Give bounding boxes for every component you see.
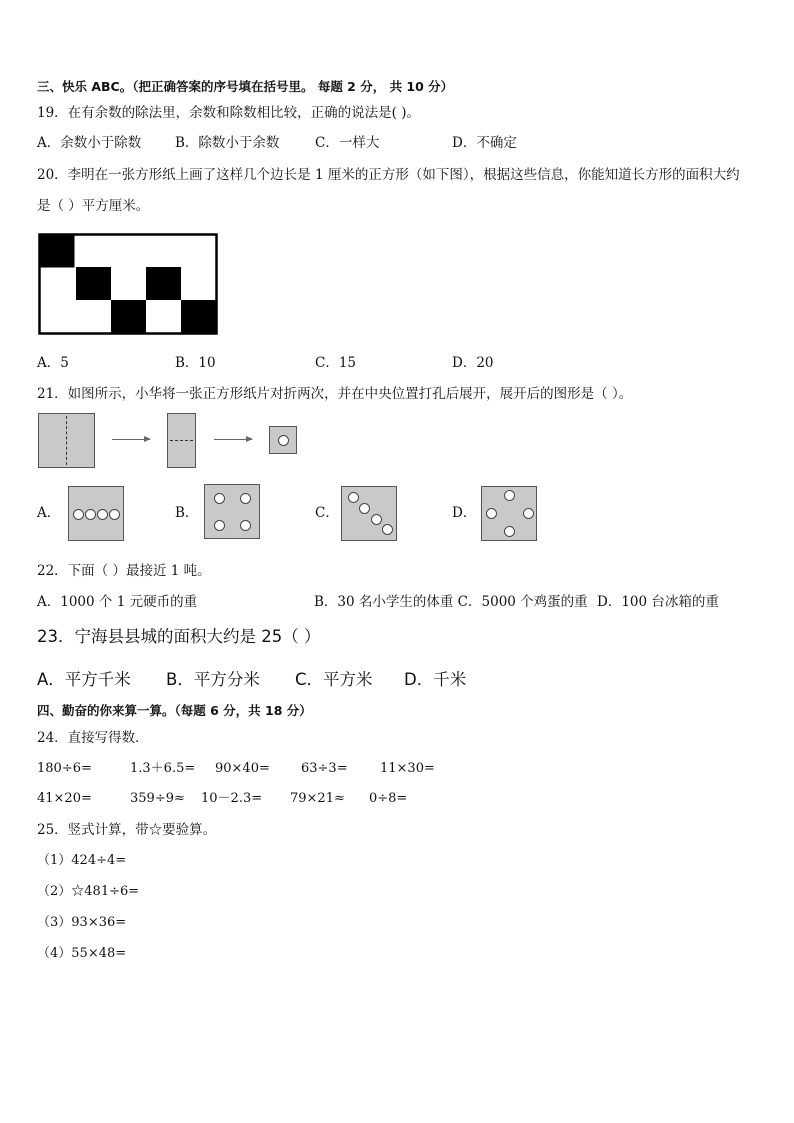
question-22-text: 22．下面（ ）最接近 1 吨。 <box>37 563 211 579</box>
paper-unfolded <box>38 413 95 468</box>
calc-item: 90×40= <box>215 761 270 776</box>
q19-option-b: B．除数小于余数 <box>175 135 280 151</box>
black-square <box>111 300 146 333</box>
q23-option-c: C．平方米 <box>295 670 373 689</box>
q21-option-a-label: A． <box>37 505 61 521</box>
vertical-calc-item: （3）93×36= <box>37 915 127 930</box>
paper-folded-once <box>167 413 196 468</box>
q21-option-b-figure <box>204 484 260 539</box>
hole <box>359 503 370 514</box>
hole <box>85 509 96 520</box>
q19-option-d: D．不确定 <box>452 135 517 151</box>
hole <box>371 514 382 525</box>
calc-item: 63÷3= <box>301 761 348 776</box>
hole <box>97 509 108 520</box>
calc-item: 11×30= <box>380 761 435 776</box>
vertical-calc-item: （2）☆481÷6= <box>37 884 140 899</box>
question-19-text: 19．在有余数的除法里，余数和除数相比较，正确的说法是( )。 <box>37 105 421 121</box>
hole <box>523 508 534 519</box>
hole <box>214 493 225 504</box>
hole <box>73 509 84 520</box>
punched-hole <box>278 435 289 446</box>
calc-item: 1.3＋6.5= <box>130 761 196 776</box>
hole <box>240 493 251 504</box>
calc-item: 10－2.3= <box>201 791 263 806</box>
q23-option-a: A．平方千米 <box>37 670 131 689</box>
question-24-text: 24．直接写得数． <box>37 730 149 746</box>
q21-option-c-label: C． <box>315 505 339 521</box>
q20-option-a: A．5 <box>37 355 69 371</box>
black-square <box>146 267 181 300</box>
black-square <box>76 267 111 300</box>
fold-line <box>66 416 67 465</box>
q20-option-c: C．15 <box>315 355 357 371</box>
rectangle-squares-figure <box>38 233 218 335</box>
q22-option-d: D．100 台冰箱的重 <box>597 594 719 610</box>
calc-item: 0÷8= <box>369 791 408 806</box>
hole <box>382 524 393 535</box>
calc-item: 180÷6= <box>37 761 92 776</box>
q19-option-c: C．一样大 <box>315 135 380 151</box>
hole <box>214 520 225 531</box>
q22-option-a: A．1000 个 1 元硬币的重 <box>37 594 198 610</box>
q19-option-a: A．余数小于除数 <box>37 135 142 151</box>
q21-option-a-figure <box>68 486 124 541</box>
question-23-text: 23．宁海县县城的面积大约是 25（ ） <box>37 627 321 646</box>
section-3-heading: 三、快乐 ABC。（把正确答案的序号填在括号里。 每题 2 分， 共 10 分） <box>37 79 454 94</box>
q20-option-d: D．20 <box>452 355 494 371</box>
black-square <box>181 300 216 333</box>
hole <box>486 508 497 519</box>
q23-option-b: B．平方分米 <box>166 670 260 689</box>
q22-option-b-c: B．30 名小学生的体重 C．5000 个鸡蛋的重 <box>314 594 588 610</box>
calc-item: 79×21≈ <box>290 791 345 806</box>
calc-item: 41×20= <box>37 791 92 806</box>
hole <box>109 509 120 520</box>
fold-line <box>170 440 193 441</box>
arrow-icon <box>214 439 252 440</box>
q21-option-d-label: D． <box>452 505 477 521</box>
hole <box>504 490 515 501</box>
q21-option-c-figure <box>341 486 397 541</box>
vertical-calc-item: （1）424÷4= <box>37 853 127 868</box>
q21-option-b-label: B． <box>175 505 199 521</box>
question-20-text-line1: 20．李明在一张方形纸上画了这样几个边长是 1 厘米的正方形（如下图），根据这些信息，你能知道长方形的面积大约 <box>37 167 740 183</box>
hole <box>240 520 251 531</box>
calc-item: 359÷9≈ <box>130 791 185 806</box>
question-20-text-line2: 是（ ）平方厘米。 <box>37 198 150 214</box>
q23-option-d: D．千米 <box>404 670 467 689</box>
section-4-heading: 四、勤奋的你来算一算。（每题 6 分，共 18 分） <box>37 703 312 718</box>
question-25-text: 25．竖式计算，带☆要验算。 <box>37 822 217 838</box>
q20-option-b: B．10 <box>175 355 216 371</box>
hole <box>504 526 515 537</box>
question-21-text: 21．如图所示，小华将一张正方形纸片对折两次，并在中央位置打孔后展开，展开后的图形是（ ）。 <box>37 386 633 402</box>
black-square <box>40 235 75 268</box>
paper-folded-twice <box>269 426 297 454</box>
q21-option-d-figure <box>481 486 537 541</box>
vertical-calc-item: （4）55×48= <box>37 946 127 961</box>
hole <box>348 492 359 503</box>
arrow-icon <box>112 439 150 440</box>
